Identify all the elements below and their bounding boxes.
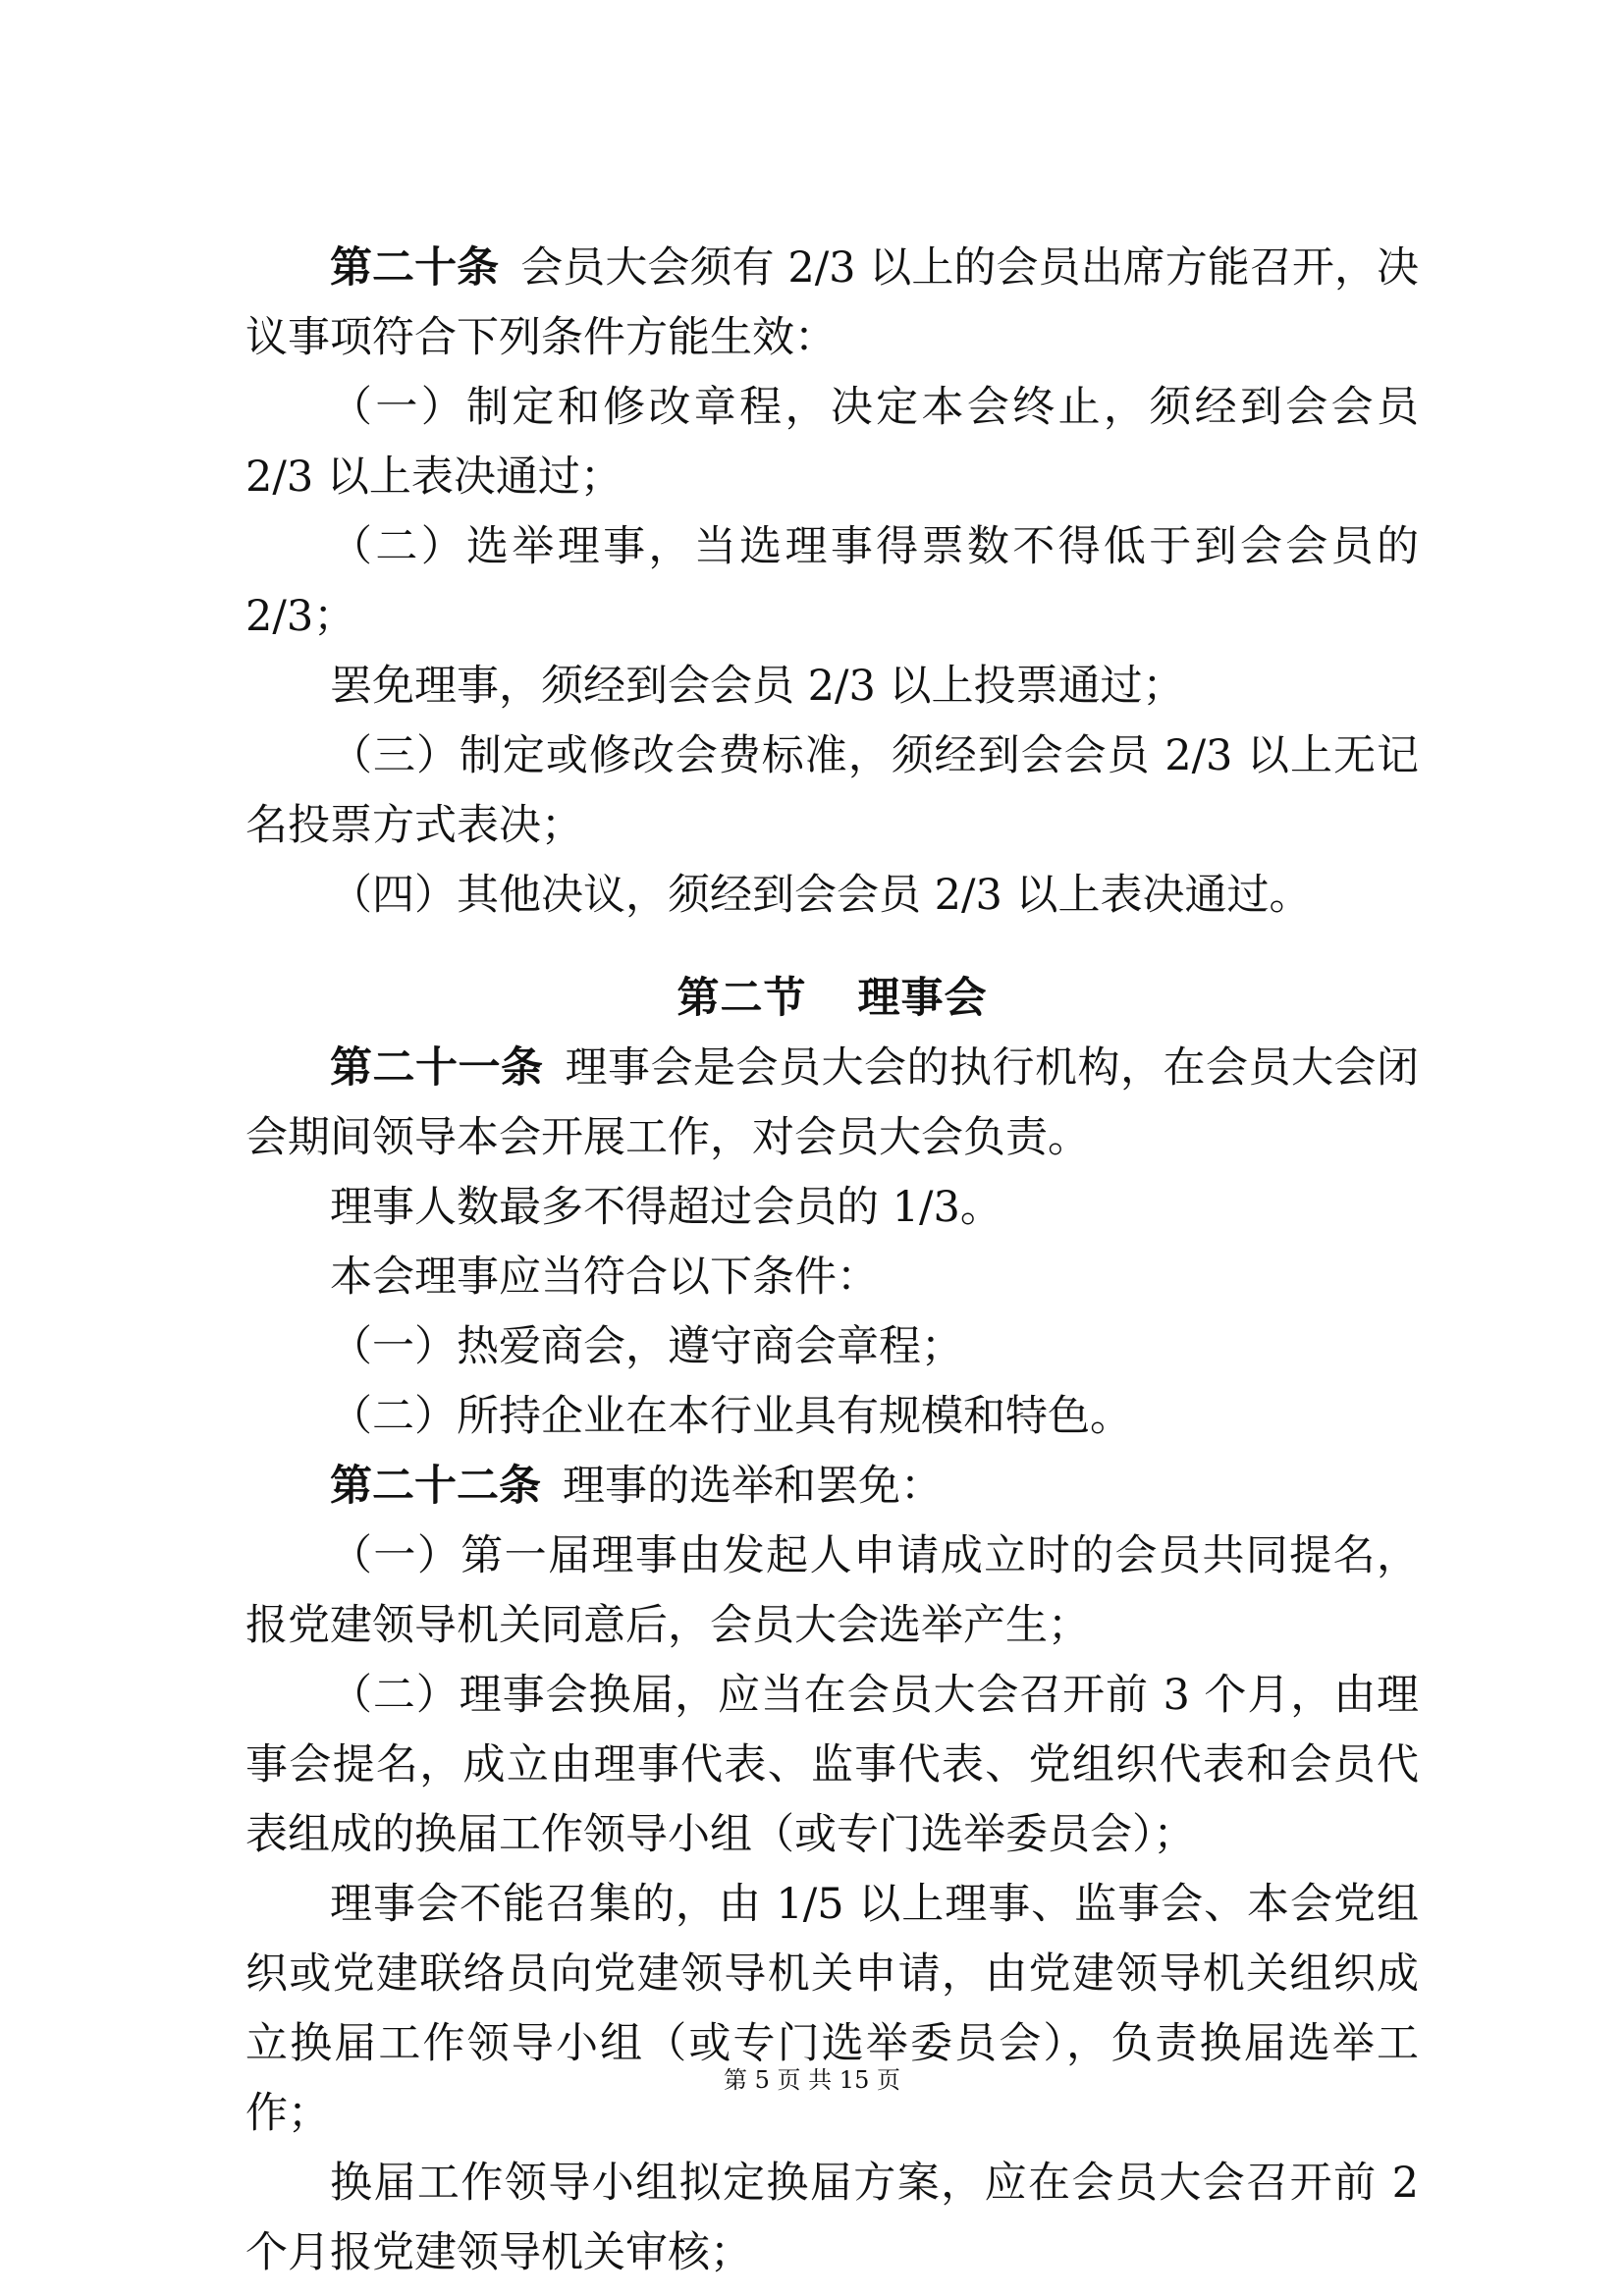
article-21-paragraph-2: 理事人数最多不得超过会员的 1/3。 <box>330 1183 1002 1232</box>
article-22-paragraph-5: 换届工作领导小组拟定换届方案，应在会员大会召开前 2 个月报党建领导机关审核； <box>245 2159 1419 2277</box>
article-20-paragraph <box>245 234 1419 373</box>
page-footer: 第 5 页 共 15 页 <box>724 2066 900 2094</box>
article-22-body: 理事的选举和罢免： <box>563 1462 943 1511</box>
article-21-paragraph-3: 本会理事应当符合以下条件： <box>330 1253 879 1302</box>
article-20-item-4: （四）其他决议，须经到会会员 2/3 以上表决通过。 <box>330 871 1312 920</box>
article-21-body: 理事会是会员大会的执行机构，在会员大会闭会期间领导本会开展工作，对会员大会负责。 <box>245 1043 1419 1162</box>
article-21-item-2: （二）所持企业在本行业具有规模和特色。 <box>330 1392 1132 1441</box>
section-title: 理事会 <box>857 974 988 1023</box>
article-20-item-3: （三）制定或修改会费标准，须经到会会员 2/3 以上无记名投票方式表决； <box>245 731 1419 850</box>
article-20-item-2: （二）选举理事，当选理事得票数不得低于到会会员的 2/3； <box>245 522 1419 641</box>
article-21-item-1: （一）热爱商会，遵守商会章程； <box>330 1322 963 1371</box>
section-number: 第二节 <box>677 974 807 1023</box>
article-20-body: 会员大会须有 2/3 以上的会员出席方能召开，决议事项符合下列条件方能生效： <box>245 243 1420 362</box>
article-22-heading: 第二十二条 <box>330 1462 541 1511</box>
article-20-item-1: （一）制定和修改章程，决定本会终止，须经到会会员 2/3 以上表决通过； <box>245 383 1419 502</box>
article-21-heading: 第二十一条 <box>330 1043 544 1093</box>
article-22-item-1: （一）第一届理事由发起人申请成立时的会员共同提名，报党建领导机关同意后，会员大会选举产生； <box>245 1531 1419 1650</box>
document-body <box>245 234 1419 2288</box>
article-22-paragraph-4: 理事会不能召集的，由 1/5 以上理事、监事会、本会党组织或党建联络员向党建领导机关申请，由党建领导机关组织成立换届工作领导小组（或专门选举委员会），负责换届选举工作； <box>245 1880 1419 2138</box>
article-20-item-2-continued: 罢免理事，须经到会会员 2/3 以上投票通过； <box>330 662 1185 711</box>
section-heading <box>245 964 1419 1034</box>
article-22-paragraph <box>245 1452 1419 1522</box>
article-20-heading: 第二十条 <box>330 243 500 293</box>
article-21-paragraph <box>245 1034 1419 1173</box>
article-22-item-2: （二）理事会换届，应当在会员大会召开前 3 个月，由理事会提名，成立由理事代表、监事代表、党组织代表和会员代表组成的换届工作领导小组（或专门选举委员会）； <box>245 1671 1419 1859</box>
